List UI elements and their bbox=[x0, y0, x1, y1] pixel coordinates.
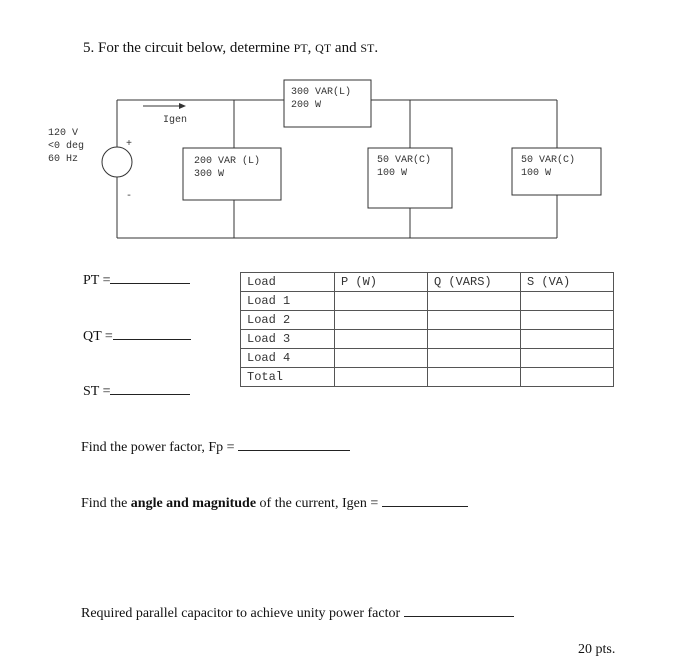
qt-answer: QT = bbox=[83, 329, 191, 345]
header-q: Q (VARS) bbox=[428, 273, 521, 292]
question-text: For the circuit below, determine PT, QT and ST. bbox=[98, 40, 379, 56]
table-cell[interactable] bbox=[521, 330, 614, 349]
table-cell[interactable] bbox=[521, 311, 614, 330]
table-row bbox=[241, 330, 614, 349]
table-cell[interactable] bbox=[428, 349, 521, 368]
row-label: Load 1 bbox=[241, 292, 335, 311]
table-cell[interactable] bbox=[428, 330, 521, 349]
table-row bbox=[241, 311, 614, 330]
capacitor-blank[interactable] bbox=[404, 616, 514, 617]
qt-blank[interactable] bbox=[113, 339, 191, 340]
power-table bbox=[240, 272, 614, 387]
table-cell[interactable] bbox=[428, 368, 521, 387]
st-answer: ST = bbox=[83, 384, 190, 400]
source-angle: <0 deg bbox=[48, 141, 85, 152]
voltage-source-icon bbox=[102, 147, 132, 177]
current-label: Igen bbox=[163, 115, 188, 126]
header-load: Load bbox=[241, 273, 335, 292]
source-frequency: 60 Hz bbox=[48, 154, 79, 165]
load3-watt: 100 W bbox=[377, 168, 408, 179]
load4-watt: 100 W bbox=[521, 168, 552, 179]
circuit-diagram bbox=[0, 0, 700, 260]
pt-answer: PT = bbox=[83, 273, 190, 289]
source-voltage: 120 V bbox=[48, 128, 79, 139]
load1-watt: 300 W bbox=[194, 169, 225, 180]
table-row bbox=[241, 349, 614, 368]
row-label: Load 3 bbox=[241, 330, 335, 349]
arrow-head-icon bbox=[179, 103, 186, 109]
minus-sign: - bbox=[126, 191, 133, 202]
st-blank[interactable] bbox=[110, 394, 190, 395]
table-cell[interactable] bbox=[428, 311, 521, 330]
power-factor-question: Find the power factor, Fp = bbox=[81, 440, 350, 456]
row-label: Total bbox=[241, 368, 335, 387]
current-blank[interactable] bbox=[382, 506, 468, 507]
points-label: 20 pts. bbox=[578, 642, 616, 657]
table-cell[interactable] bbox=[335, 368, 428, 387]
table-cell[interactable] bbox=[521, 349, 614, 368]
load2-var: 300 VAR(L) bbox=[291, 87, 352, 98]
header-p: P (W) bbox=[335, 273, 428, 292]
table-cell[interactable] bbox=[335, 349, 428, 368]
load1-var: 200 VAR (L) bbox=[194, 156, 261, 167]
current-question: Find the angle and magnitude of the current, Igen = bbox=[81, 496, 468, 512]
row-label: Load 4 bbox=[241, 349, 335, 368]
table-row bbox=[241, 368, 614, 387]
table-cell[interactable] bbox=[335, 311, 428, 330]
table-header-row bbox=[241, 273, 614, 292]
capacitor-question: Required parallel capacitor to achieve unity power factor bbox=[81, 606, 514, 622]
load4-var: 50 VAR(C) bbox=[521, 155, 576, 166]
power-factor-blank[interactable] bbox=[238, 450, 350, 451]
table-cell[interactable] bbox=[521, 368, 614, 387]
question-number: 5. bbox=[83, 40, 95, 56]
header-s: S (VA) bbox=[521, 273, 614, 292]
table-cell[interactable] bbox=[335, 292, 428, 311]
pt-blank[interactable] bbox=[110, 283, 190, 284]
load2-watt: 200 W bbox=[291, 100, 322, 111]
load3-var: 50 VAR(C) bbox=[377, 155, 432, 166]
table-cell[interactable] bbox=[521, 292, 614, 311]
plus-sign: + bbox=[126, 139, 133, 150]
table-cell[interactable] bbox=[428, 292, 521, 311]
table-cell[interactable] bbox=[335, 330, 428, 349]
table-row bbox=[241, 292, 614, 311]
row-label: Load 2 bbox=[241, 311, 335, 330]
